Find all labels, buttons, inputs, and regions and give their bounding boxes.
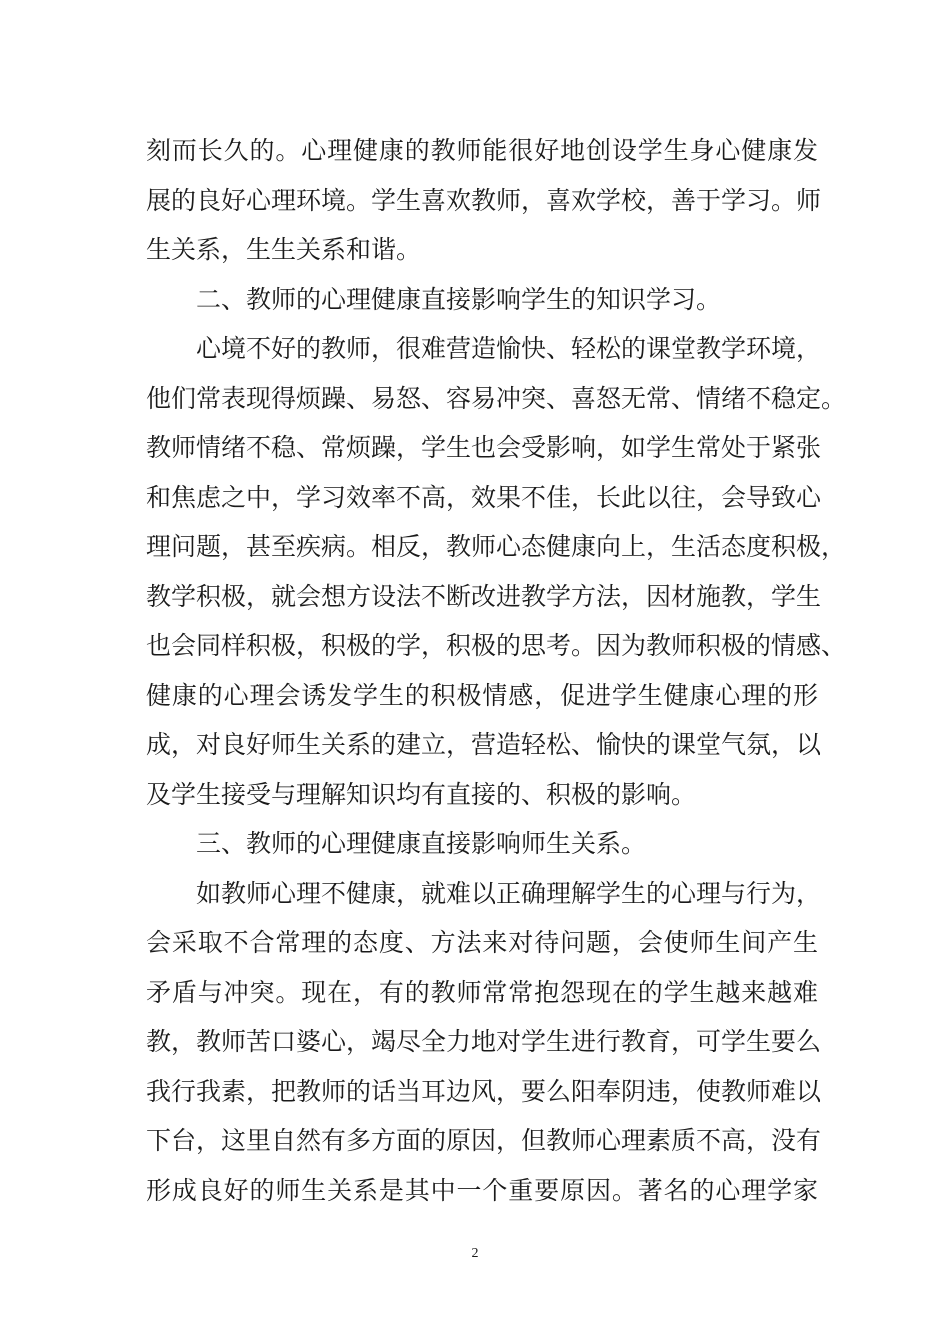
text-line: 理问题，甚至疾病。相反，教师心态健康向上，生活态度积极， <box>146 532 847 561</box>
text-line: 展的良好心理环境。学生喜欢教师，喜欢学校，善于学习。师 <box>146 185 822 215</box>
text-line: 三、教师的心理健康直接影响师生关系。 <box>196 829 647 858</box>
text-line: 矛盾与冲突。现在，有的教师常常抱怨现在的学生越来越难 <box>146 977 818 1007</box>
text-line: 二、教师的心理健康直接影响学生的知识学习。 <box>196 284 722 314</box>
text-line: 及学生接受与理解知识均有直接的、积极的影响。 <box>146 779 697 809</box>
text-line: 下台，这里自然有多方面的原因，但教师心理素质不高，没有 <box>146 1126 822 1155</box>
text-line: 成，对良好师生关系的建立，营造轻松、愉快的课堂气氛，以 <box>146 730 822 759</box>
page-number: 2 <box>471 1246 479 1261</box>
text-line: 刻而长久的。心理健康的教师能很好地创设学生身心健康发 <box>146 136 818 165</box>
text-line: 教，教师苦口婆心，竭尽全力地对学生进行教育，可学生要么 <box>146 1027 822 1056</box>
text-line: 健康的心理会诱发学生的积极情感，促进学生健康心理的形 <box>146 680 818 710</box>
body-text <box>146 126 847 1215</box>
text-line: 形成良好的师生关系是其中一个重要原因。著名的心理学家 <box>146 1175 818 1205</box>
text-line: 他们常表现得烦躁、易怒、容易冲突、喜怒无常、情绪不稳定。 <box>146 383 847 413</box>
text-line: 如教师心理不健康，就难以正确理解学生的心理与行为， <box>196 878 822 908</box>
text-line: 也会同样积极，积极的学，积极的思考。因为教师积极的情感、 <box>146 631 847 660</box>
text-line: 教学积极，就会想方设法不断改进教学方法，因材施教，学生 <box>146 581 822 611</box>
text-line: 会采取不合常理的态度、方法来对待问题，会使师生间产生 <box>146 928 818 957</box>
text-line: 生关系，生生关系和谐。 <box>146 235 422 264</box>
text-line: 我行我素，把教师的话当耳边风，要么阳奉阴违，使教师难以 <box>146 1076 822 1106</box>
text-line: 和焦虑之中，学习效率不高，效果不佳，长此以往，会导致心 <box>146 482 822 512</box>
text-line: 教师情绪不稳、常烦躁，学生也会受影响，如学生常处于紧张 <box>146 433 822 462</box>
text-line: 心境不好的教师，很难营造愉快、轻松的课堂教学环境， <box>196 334 822 363</box>
